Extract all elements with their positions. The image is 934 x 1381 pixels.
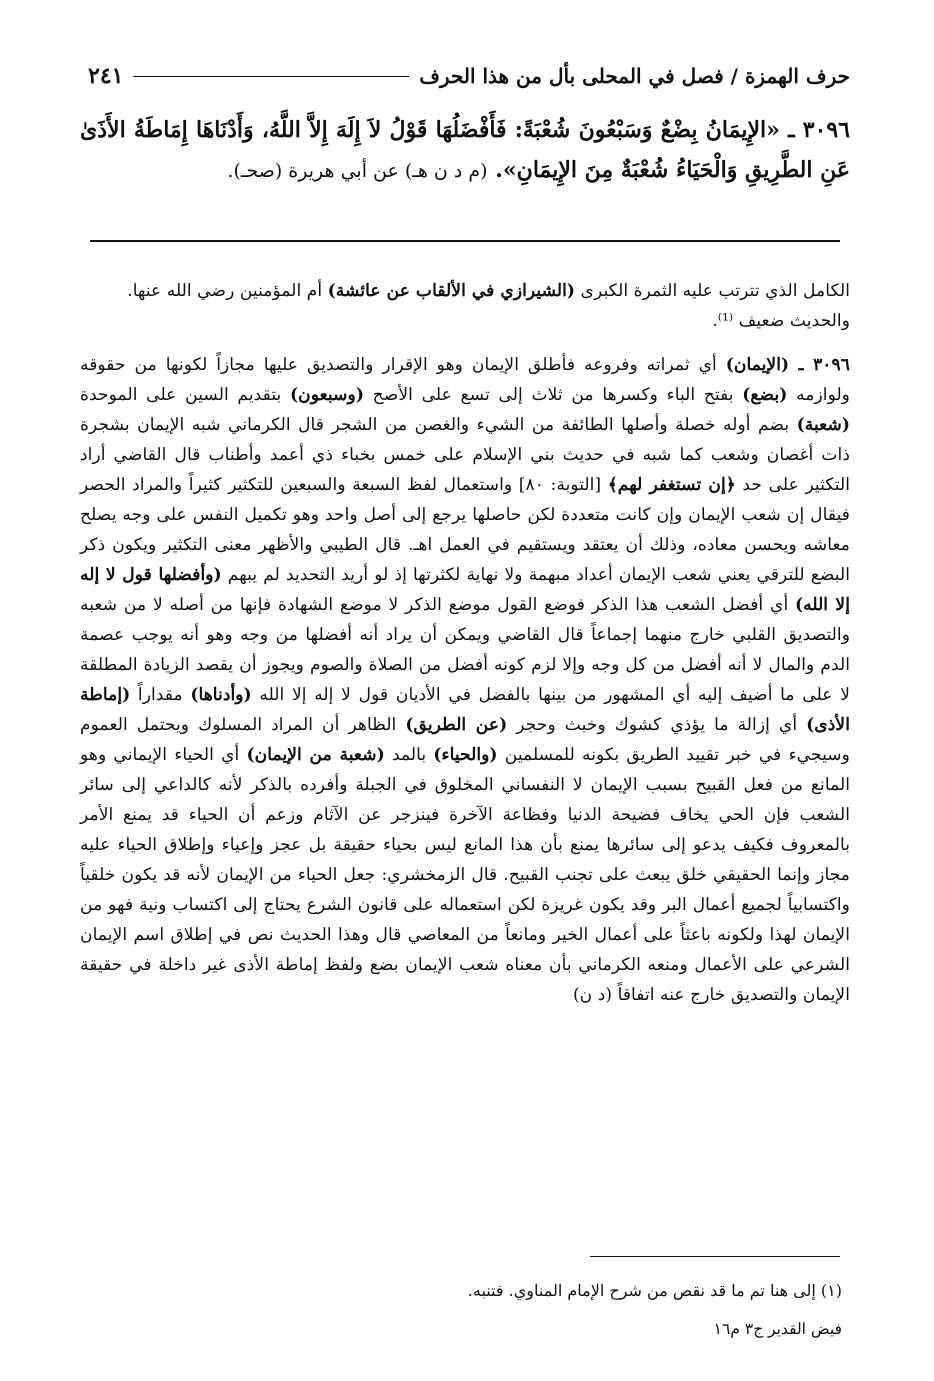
section-divider bbox=[90, 240, 840, 242]
intro-text: الكامل الذي تترتب عليه الثمرة الكبرى bbox=[575, 281, 850, 301]
commentary-text: بفتح الباء وكسرها من ثلاث إلى تسع على الأصح bbox=[363, 385, 743, 405]
term-shuba-iman: (شعبة من الإيمان) bbox=[246, 745, 385, 765]
intro-citation: (الشيرازي في الألقاب عن عائشة) bbox=[327, 281, 576, 301]
commentary-text: أي الحياء الإيماني وهو المانع من فعل القبيح بسبب الإيمان لا النفساني المخلوق في الجبلة وأفرده بالذكر لأنه كالداعي إلى سائر الشعب فإن الحي يخاف فضيحة الدنيا وفظاعة الآخرة فينزجر عن الآثام وزعم أن الحياء قد يمنع الأمر بالمعروف فكيف يدعو إلى سائرها يمنع بأن هذا المانع ليس بحياء حقيقة بل عجز وإعياء وإطلاق الحياء عليه مجاز وإنما الحقيقي خلق يبعث على تجنب القبيح. قال الزمخشري: جعل الحياء من الإيمان لأنه قد يكون خلقياً واكتسابياً لجميع أعمال البر وقد يكون غريزة لكن استعماله على قانون الشرع يحتاج إلى اكتساب ونية فهو من الإيمان لهذا ولكونه باعثاً على أعمال الخير ومانعاً من المعاصي قال وهذا الحديث نص في إطلاق اسم الإيمان الشرعي على الأعمال ومنعه الكرماني بأن معناه شعب الإيمان بضع ولفظ إماطة الأذى غير داخلة في حقيقة الإيمان والتصديق خارج عنه اتفاقاً (د ن) bbox=[80, 745, 850, 1005]
term-afdaluha: (وأفضلها قول لا إله إلا الله) bbox=[80, 565, 850, 615]
commentary-text: بتقديم السين على الموحدة bbox=[80, 385, 290, 405]
term-imata: (إماطة الأذى) bbox=[80, 685, 850, 735]
quran-quote: ﴿إن تستغفر لهم﴾ bbox=[607, 475, 736, 495]
footnote-rule bbox=[590, 1256, 840, 1257]
term-adnaha: (وأدناها) bbox=[190, 685, 252, 705]
term-bid: (بضع) bbox=[742, 385, 788, 405]
weakness-note: والحديث ضعيف ⁽¹⁾. bbox=[712, 311, 850, 331]
commentary-text: الظاهر أن المراد المسلوك ويحتمل العموم وسيجيء في خبر تقييد الطريق بكونه للمسلمين bbox=[80, 715, 850, 765]
intro-paragraph bbox=[80, 276, 850, 336]
hadith-source: (م د ن هـ) عن أبي هريرة (صحـ). bbox=[227, 160, 488, 182]
commentary-text: بضم أوله خصلة وأصلها الطائفة من الشيء والغصن من الشجر قال الكرماني شبه الإيمان بشجرة ذات أغصان وشعب كما شبه في حديث بني الإسلام على خمس بخباء ذي أعمد وأطناب قال القاضي أراد التكثير على حد bbox=[80, 415, 850, 495]
page-signature: فيض القدير ج٣ م١٦ bbox=[713, 1320, 842, 1338]
running-header bbox=[88, 58, 850, 94]
main-commentary-paragraph bbox=[80, 350, 850, 1010]
term-sabun: (وسبعون) bbox=[290, 385, 364, 405]
term-haya: (والحياء) bbox=[433, 745, 498, 765]
commentary-text: أي ثمراته وفروعه فأطلق الإيمان وهو الإقرار والتصديق عليها مجازاً لكونها من حقوقه ولوازمه bbox=[80, 355, 850, 405]
term-tariq: (عن الطريق) bbox=[405, 715, 508, 735]
header-rule bbox=[133, 76, 409, 77]
commentary-text: [التوبة: ٨٠] واستعمال لفظ السبعة والسبعين للتكثير كثيراً والمراد الحصر فيقال إن شعب الإيمان وإن كانت متعددة لكن حاصلها يرجع إلى أصل واحد وهو تكميل النفس على وجه يصلح معاشه ويحسن معاده، وذلك أن يعتقد ويستقيم في العمل اهـ. قال الطيبي والأظهر معنى التكثير ويكون ذكر البضع للترقي يعني شعب الإيمان أعداد مبهمة ولا نهاية لكثرتها إذ لو أريد التحديد لم يبهم bbox=[80, 475, 850, 585]
commentary-text: أي إزالة ما يؤذي كشوك وخبث وحجر bbox=[507, 715, 807, 735]
commentary-text: مقداراً bbox=[130, 685, 191, 705]
footnote: (١) إلى هنا تم ما قد نقص من شرح الإمام المناوي. فتنبه. bbox=[467, 1281, 842, 1300]
page-number: ٢٤١ bbox=[88, 63, 124, 89]
commentary-body bbox=[80, 276, 850, 1010]
chapter-title: حرف الهمزة / فصل في المحلى بأل من هذا الحرف bbox=[419, 64, 850, 88]
hadith-text bbox=[80, 110, 850, 191]
commentary-text: بالمد bbox=[384, 745, 434, 765]
intro-text-end: أم المؤمنين رضي الله عنها. bbox=[127, 281, 328, 301]
commentary-text: أي أفضل الشعب هذا الذكر فوضع القول موضع الذكر لا موضع الشهادة فإنها من أصله لا من شعبه والتصديق القلبي خارج منهما إجماعاً قال القاضي ويمكن أن يراد أنه أفضلها من وجه وهو أنه يوجب عصمة الدم والمال لا أنه أفضل من كل وجه وإلا لزم كونه أفضل من الصلاة والصوم ويجوز أن يقصد الزيادة المطلقة لا على ما أضيف إليه أي المشهور من بينها بالفضل في الأديان قول لا إله إلا الله bbox=[80, 595, 850, 705]
term-iman: ٣٠٩٦ ـ (الإيمان) bbox=[725, 355, 850, 375]
term-shuba: (شعبة) bbox=[796, 415, 850, 435]
hadith-matn: ٣٠٩٦ ـ «الإِيمَانُ بِضْعٌ وَسَبْعُونَ شُعْبَةً: فَأَفْضَلُهَا قَوْلُ لاَ إِلَهَ إِلاَّ اللَّهُ، وَأَدْنَاهَا إِمَاطَةُ الأَذَىٰ عَنِ الطَّرِيقِ وَالْحَيَاءُ شُعْبَةٌ مِنَ الإِيمَانِ». bbox=[80, 117, 850, 183]
